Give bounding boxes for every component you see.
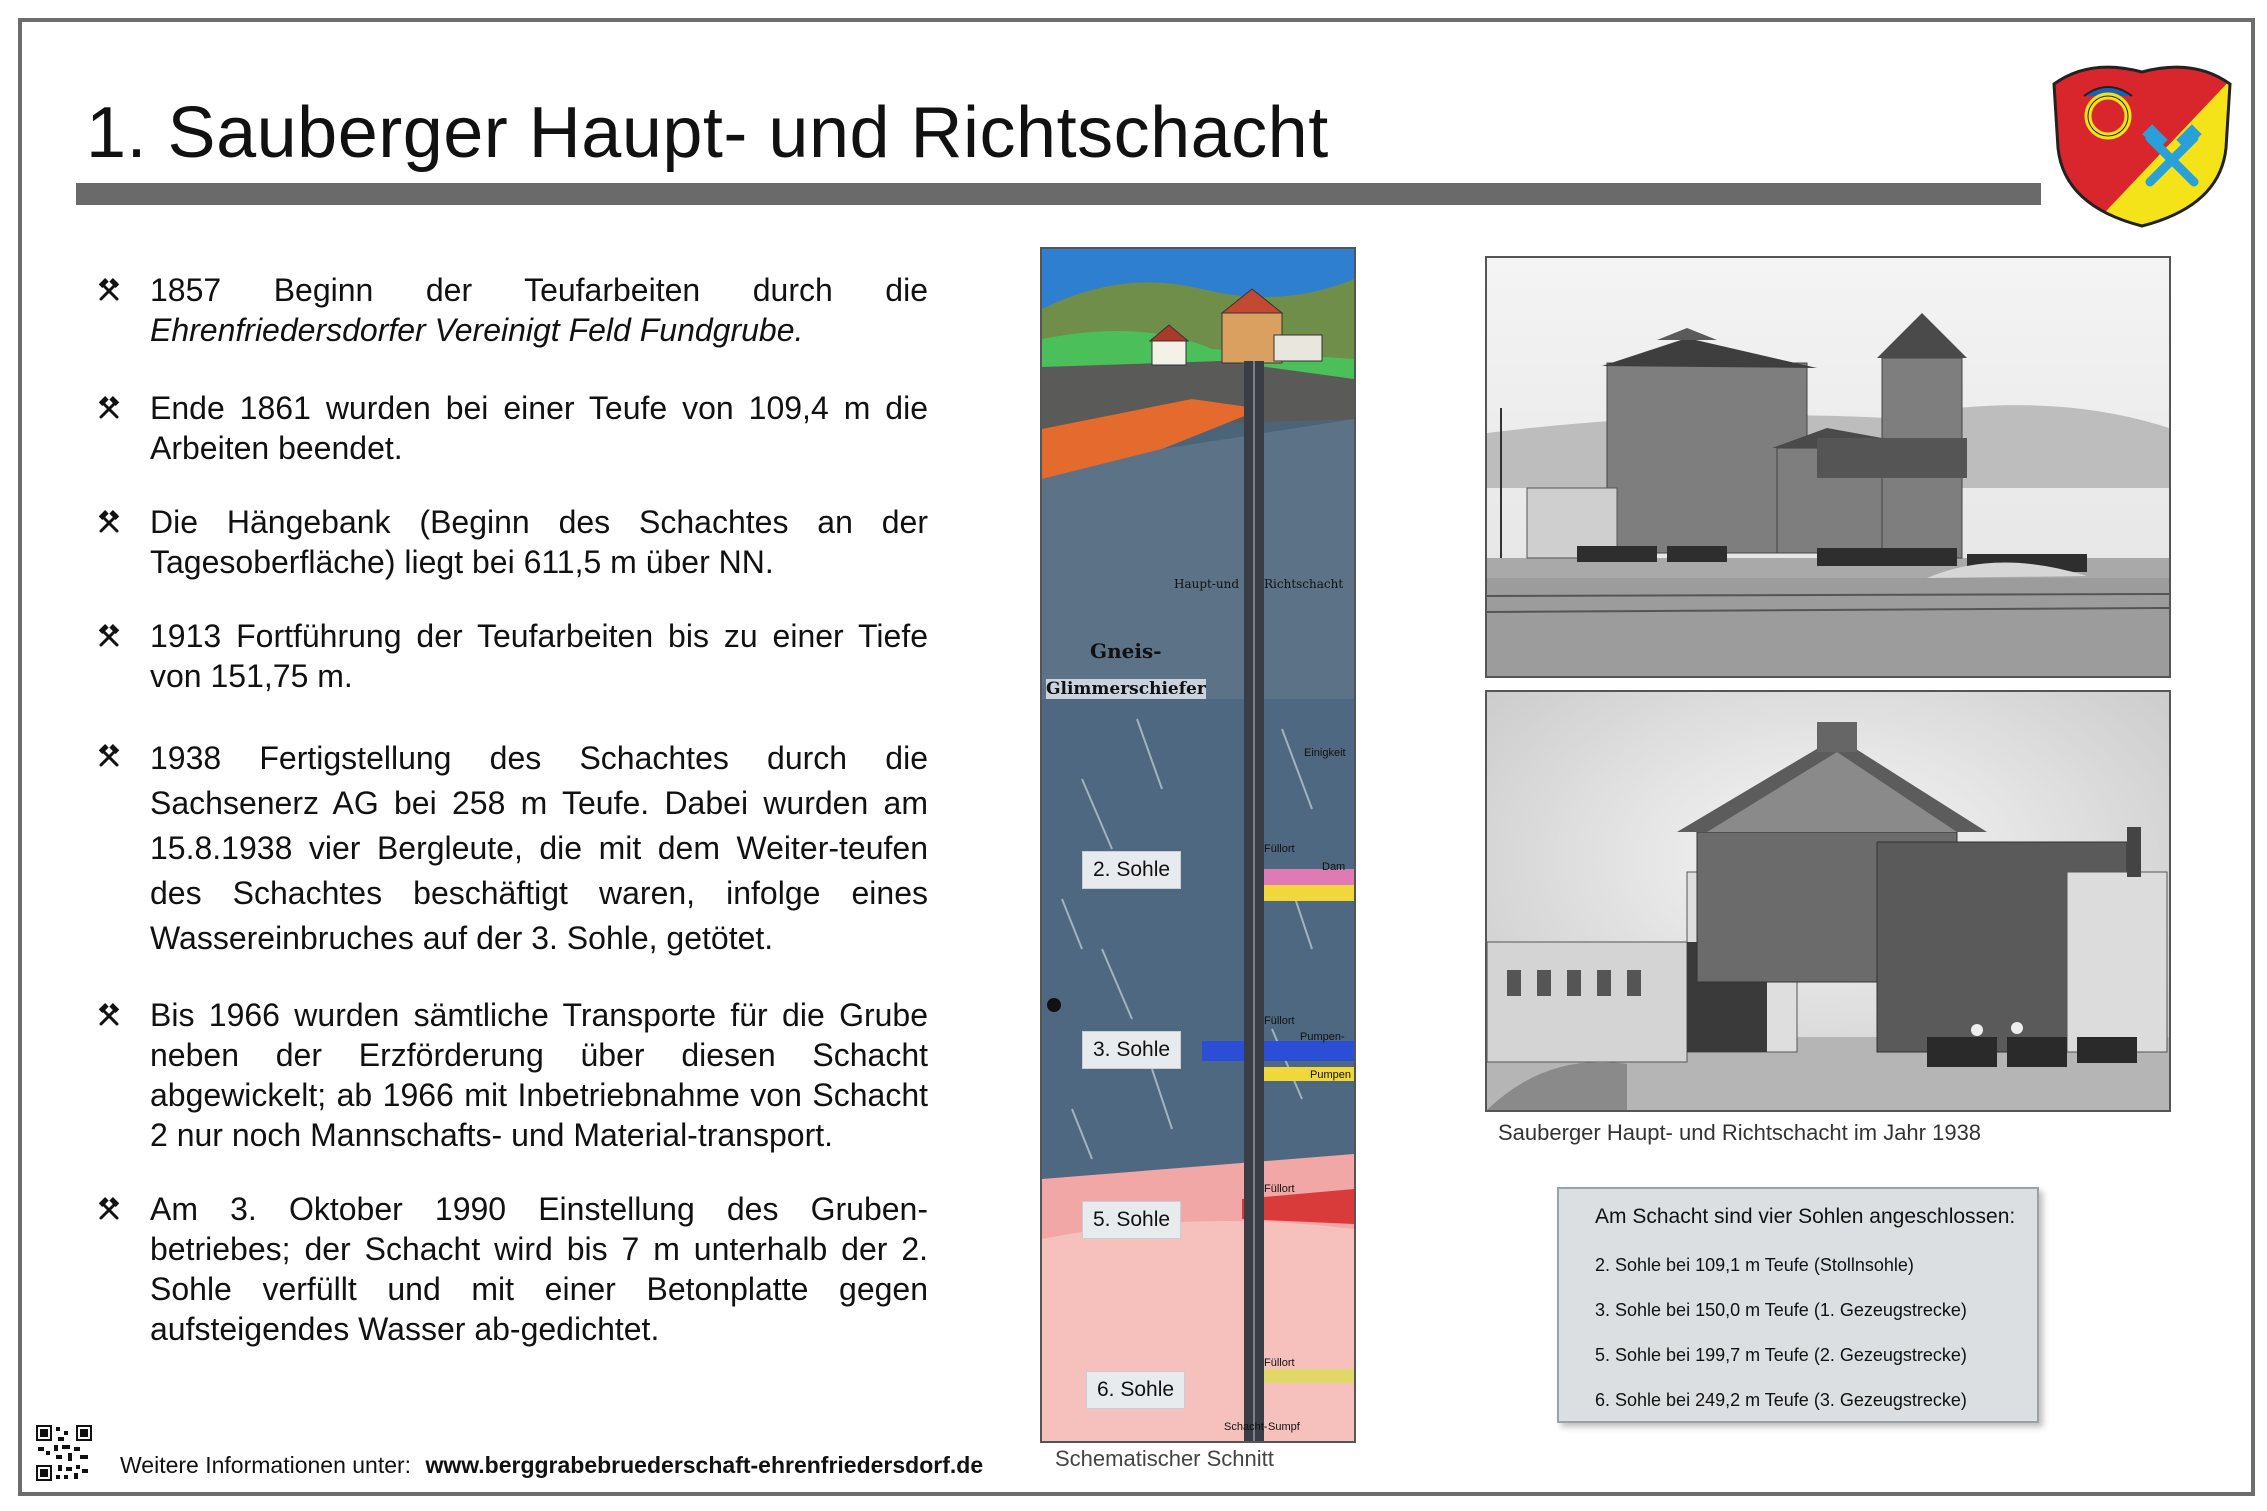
section-label-gneis: Gneis- [1090,639,1162,663]
bullet-text-italic: Ehrenfriedersdorfer Vereinigt Feld Fundgrube. [150,312,804,348]
footer-url-link[interactable]: www.berggrabebruederschaft-ehrenfriedersdorf.de [425,1452,984,1478]
hammer-and-pick-icon [96,396,122,422]
list-item [96,736,928,961]
bullet-text: Die Hängebank (Beginn des Schachtes an der Tagesoberfläche) liegt bei 611,5 m über NN. [150,504,928,580]
level-label-6: 6. Sohle [1086,1371,1185,1409]
section-label-haupt: Haupt-und [1174,577,1240,591]
historic-photo-1 [1485,256,2171,678]
section-label-richt: Richtschacht [1264,577,1344,591]
photo-caption: Sauberger Haupt- und Richtschacht im Jahr 1938 [1498,1120,1982,1145]
hammer-and-pick-icon [96,278,122,304]
list-item [96,1189,928,1349]
info-box-row: 5. Sohle bei 199,7 m Teufe (2. Gezeugstrecke) [1595,1345,1967,1365]
section-label-fuellort: Füllort [1264,1183,1295,1195]
levels-info-box [1557,1187,2039,1423]
bullet-text: 1913 Fortführung der Teufarbeiten bis zu einer Tiefe von 151,75 m. [150,618,928,694]
section-label-fuellort: Füllort [1264,1357,1295,1369]
list-item [96,616,928,696]
section-label-glimmer: Glimmerschiefer [1046,679,1206,699]
qr-code-icon[interactable] [36,1425,92,1481]
section-label-dam: Dam [1322,861,1346,873]
info-box-row: 2. Sohle bei 109,1 m Teufe (Stollnsohle) [1595,1255,1914,1275]
historic-photo-2 [1485,690,2171,1112]
hammer-and-pick-icon [96,1197,122,1223]
section-label-sumpf: Sumpf [1268,1421,1300,1433]
level-label-5: 5. Sohle [1082,1201,1181,1239]
hammer-and-pick-icon [96,510,122,536]
bullet-text: Ende 1861 wurden bei einer Teufe von 109,4 m die Arbeiten beendet. [150,390,928,466]
list-item [96,502,928,582]
level-label-3: 3. Sohle [1082,1031,1181,1069]
bullet-text: 1857 Beginn der Teufarbeiten durch die [150,272,928,308]
title-underline-bar [76,183,2041,205]
footer [120,1452,983,1479]
info-box-row: 6. Sohle bei 249,2 m Teufe (3. Gezeugstrecke) [1595,1390,1967,1410]
bullet-text: Bis 1966 wurden sämtliche Transporte für die Grube neben der Erzförderung über diesen Schacht abgewickelt; ab 1966 mit Inbetriebnahme von Schacht 2 nur noch Mannschafts- und Material-transport. [150,997,928,1153]
hammer-and-pick-icon [96,624,122,650]
section-label-pumpen: Pumpen [1310,1069,1351,1081]
section-label-fuellort: Füllort [1264,1015,1295,1027]
section-label-einigkeit: Einigkeit [1304,747,1346,759]
history-list [96,270,928,1385]
info-box-row: 3. Sohle bei 150,0 m Teufe (1. Gezeugstrecke) [1595,1300,1967,1320]
hammer-and-pick-icon [96,1003,122,1029]
section-label-schacht: Schacht- [1224,1421,1268,1433]
coat-of-arms-icon [2050,56,2234,228]
list-item [96,995,928,1155]
bullet-text: Am 3. Oktober 1990 Einstellung des Gruben-betriebes; der Schacht wird bis 7 m unterhalb der 2. Sohle verfüllt und mit einer Betonplatte gegen aufsteigendes Wasser ab-gedichtet. [150,1191,928,1347]
schematic-cross-section [1040,247,1356,1443]
section-caption: Schematischer Schnitt [1055,1446,1274,1471]
page-title: 1. Sauberger Haupt- und Richtschacht [86,93,1329,173]
level-label-2: 2. Sohle [1082,851,1181,889]
section-label-pumpen: Pumpen- [1300,1031,1345,1043]
list-item [96,388,928,468]
list-item [96,270,928,350]
section-label-fuellort: Füllort [1264,843,1295,855]
hammer-and-pick-icon [96,744,122,770]
bullet-text: 1938 Fertigstellung des Schachtes durch die Sachsenerz AG bei 258 m Teufe. Dabei wurden am 15.8.1938 vier Bergleute, die mit dem Weiter-teufen des Schachtes beschäftigt waren, infolge eines Wassereinbruches auf der 3. Sohle, getötet. [150,740,928,956]
info-box-heading: Am Schacht sind vier Sohlen angeschlossen: [1595,1205,2016,1228]
footer-prefix: Weitere Informationen unter: [120,1452,412,1478]
